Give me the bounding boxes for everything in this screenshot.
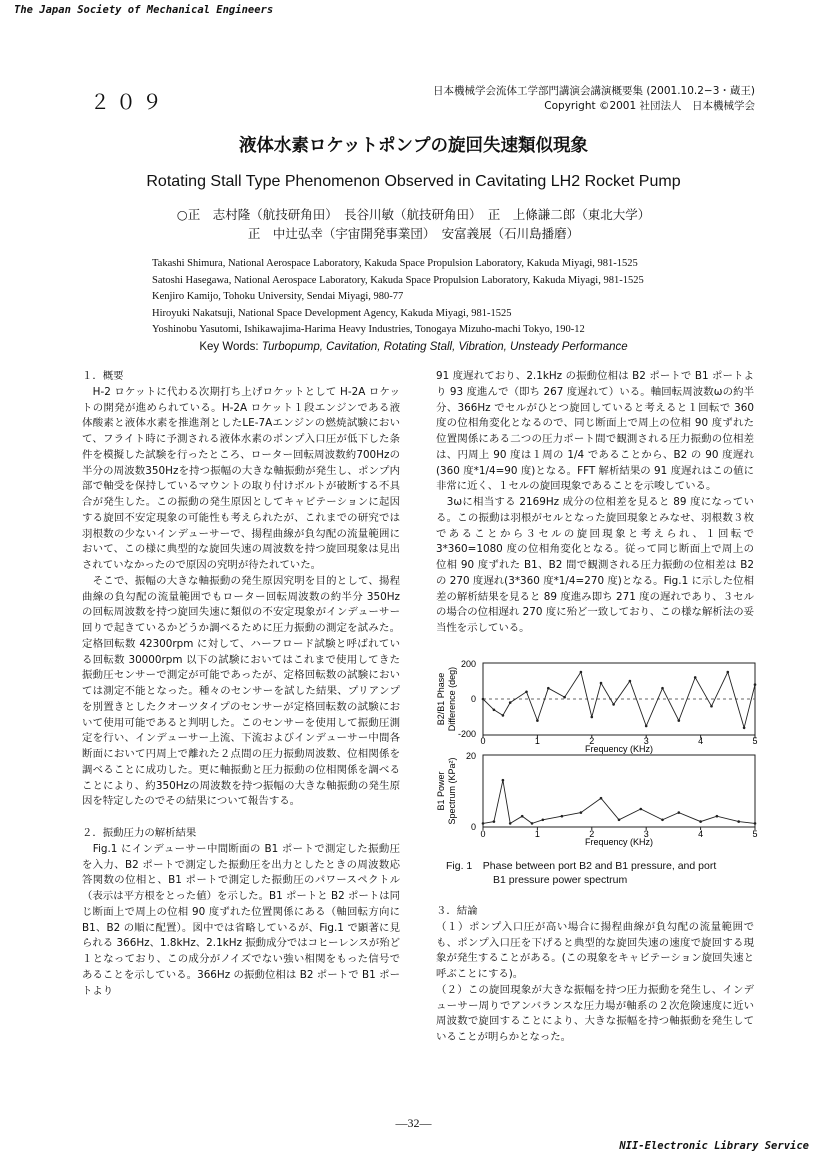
x-tick-label: 1 [534, 829, 540, 839]
society-header: The Japan Society of Mechanical Engineers [14, 4, 274, 16]
data-point [661, 819, 664, 822]
authors-japanese [0, 205, 827, 243]
phase-ylabel-1: B2/B1 Phase [436, 672, 446, 726]
conference-info [433, 84, 755, 114]
x-tick-label: 3 [643, 736, 649, 746]
paper-number: ２０９ [90, 92, 168, 114]
phase-series [482, 671, 757, 729]
caption-line-2: B1 pressure power spectrum [493, 874, 628, 886]
affiliation-3: Kenjiro Kamijo, Tohoku University, Sendai Miyagi, 980-77 [152, 291, 404, 303]
left-column [82, 369, 400, 999]
data-point [531, 822, 534, 825]
data-point [661, 687, 664, 690]
data-point [591, 716, 594, 719]
data-point [645, 725, 648, 728]
data-point [502, 779, 505, 782]
data-point [493, 820, 496, 823]
conclusion-section [436, 904, 754, 1046]
data-point [482, 822, 485, 825]
caption-line-1: Fig. 1 Phase between port B2 and B1 pressure, and port [446, 860, 717, 872]
power-plot-frame [483, 755, 755, 827]
data-point [754, 683, 757, 686]
data-point [509, 701, 512, 704]
keywords-label: Key Words: [199, 341, 259, 353]
data-point [737, 820, 740, 823]
data-point [716, 815, 719, 818]
data-point [743, 727, 746, 730]
affiliation-4: Hiroyuki Nakatsuji, National Space Development Agency, Kakuda Miyagi, 981-1525 [152, 307, 512, 319]
phase-plot-frame [483, 663, 755, 735]
x-tick-label: 2 [589, 829, 595, 839]
section1-paragraph-1: H-2 ロケットに代わる次期打ち上げロケットとして H-2A ロケットの開発が進められている。H-2A ロケット１段エンジンである液体酸素と液体水素を推進剤としたLE-7Aエンジンの燃焼試験において、フライト時に予測される液体水素のポンプ入口圧が低下した条件を模擬した試験を行ったところ、ローター回転周波数約700Hzの半分の周波数350Hzを持つ振幅の大きな軸振動が発生し、ポンプ内部で軸受を保持しているマウントの取り付けボルトが破断する不具合が発生した。この振動の発生原因としてキャビテーションに起因する旋回不安定現象の可能性も考えられたが、これまでの研究では羽根数の少ないインデューサーで、揚程曲線が負勾配の流量範囲において、この様に典型的な旋回失速の周波数を持つ旋回現象は見出されていなかったので原因の究明が待たれていた。 [82, 385, 401, 571]
power-ytick-20: 20 [465, 751, 476, 761]
x-tick-label: 3 [643, 829, 649, 839]
data-point [547, 687, 550, 690]
phase-ytick-neg200: -200 [457, 729, 476, 739]
x-tick-label: 5 [752, 736, 758, 746]
data-point [727, 671, 730, 674]
section2-paragraph-2: 91 度遅れており、2.1kHz の振動位相は B2 ポートで B1 ポートより 93 度進んで（即ち 267 度遅れて）いる。軸回転周波数ωの約半分、366Hz でセルがひとつ旋回していると考えると１回転で 360 度の位相角変化となるので、同じ断面上で周上の位相 90 度ずれた位置関係にある二つの圧力ポート間で観測される圧力振動の位相差は、円周上 90 度は１周の 1/4 であることから、B2 の 90 度遅れ(360 度*1/4=90 度)となる。FFT 解析結果の 91 度遅れはこの値に非常に近く、１セルの旋回現象であることを示唆している。 [436, 370, 754, 493]
series-line-0 [483, 780, 755, 823]
page-number: —32— [395, 1116, 432, 1130]
data-point [482, 698, 485, 701]
data-point [580, 671, 583, 674]
data-point [536, 719, 539, 722]
data-point [618, 819, 621, 822]
data-point [640, 808, 643, 811]
library-footer: NII-Electronic Library Service [619, 1140, 809, 1152]
data-point [493, 709, 496, 712]
series-line-0 [483, 672, 755, 728]
x-tick-label: 4 [698, 736, 704, 746]
copyright-line: Copyright ©2001 社団法人 日本機械学会 [544, 100, 755, 112]
section1-heading: １．概要 [82, 370, 124, 382]
data-point [521, 815, 524, 818]
section3-paragraph-1: （１）ポンプ入口圧が高い場合に揚程曲線が負勾配の流量範囲でも、ポンプ入口圧を下げると典型的な旋回失速の速度で旋回する現象が発生することがある。(この現象をキャビテーション旋回失速と呼ぶことにする)。 [436, 920, 754, 980]
data-point [561, 815, 564, 818]
phase-ytick-0: 0 [470, 694, 476, 704]
power-ylabel-2: Spectrum (KPa²) [447, 757, 457, 825]
data-point [629, 680, 632, 683]
right-column [436, 369, 754, 637]
affiliations [152, 256, 644, 339]
affiliation-1: Takashi Shimura, National Aerospace Laboratory, Kakuda Space Propulsion Laboratory, Kakuda Miyagi, 981-1525 [152, 258, 638, 269]
phase-ytick-200: 200 [460, 659, 476, 669]
section1-paragraph-2: そこで、振幅の大きな軸振動の発生原因究明を目的として、揚程曲線の負勾配の流量範囲でもローター回転周波数の約半分 350Hz の回転周波数を持つ旋回失速に類似の不安定現象がインデューサー回りで起きているかどうか調べるために圧力振動の測定を試みた。定格回転数 42300rpm に対して、ハーフロード試験と呼ばれている回転数 30000rpm 以下の試験においてはこれまで使用してきた振動圧センサーで測定が可能であったが、定格回転数の試験においては測定不能となった。種々のセンサーを試した結果、プリアンプを別置きとしたクオーツタイプのセンサーが定格回転数の試験において使用可能であると判明した。このセンサーを使用して振動圧測定を行い、インデューサー上流、下流およびインデューサー中間各断面において円周上で離れた２点間の圧力振動周波数、位相関係を調べることに成功した。更に軸振動と圧力振動の位相関係を調べることにより、約350Hzの周波数を持つ振幅の大きな軸振動の発生原因を特定したのでその結果について報告する。 [82, 574, 400, 808]
data-point [542, 819, 545, 822]
x-tick-label: 0 [480, 736, 486, 746]
authors-line-1: ○正 志村隆（航技研角田） 長谷川敏（航技研角田） 正 上條謙二郎（東北大学） [176, 207, 651, 222]
power-ytick-0: 0 [470, 822, 476, 832]
authors-line-2: 正 中辻弘幸（宇宙開発事業団） 安富義展（石川島播磨） [247, 226, 580, 241]
power-series [482, 779, 757, 825]
data-point [600, 682, 603, 685]
x-tick-label: 2 [589, 736, 595, 746]
data-point [525, 691, 528, 694]
data-point [699, 820, 702, 823]
data-point [678, 811, 681, 814]
section3-heading: ３．結論 [436, 905, 478, 917]
power-xlabel: Frequency (KHz) [584, 837, 654, 847]
power-ylabel-1: B1 Power [436, 771, 446, 811]
data-point [710, 705, 713, 708]
x-tick-label: 4 [698, 829, 704, 839]
figure-1 [428, 655, 768, 855]
data-point [694, 676, 697, 679]
title-japanese: 液体水素ロケットポンプの旋回失速類似現象 [238, 136, 589, 156]
x-tick-label: 1 [534, 736, 540, 746]
keywords-terms: Turbopump, Cavitation, Rotating Stall, Vibration, Unsteady Performance [261, 341, 628, 353]
data-point [600, 797, 603, 800]
data-point [754, 822, 757, 825]
data-point [580, 811, 583, 814]
phase-ylabel-2: Difference (deg) [447, 666, 457, 732]
affiliation-2: Satoshi Hasegawa, National Aerospace Laboratory, Kakuda Space Propulsion Laboratory, Kakuda Miyagi, 981-1525 [152, 274, 644, 286]
x-tick-label: 5 [752, 829, 758, 839]
figure-1-caption [446, 859, 766, 887]
affiliation-5: Yoshinobu Yasutomi, Ishikawajima-Harima Heavy Industries, Tonogaya Mizuho-machi Tokyo, 190-12 [152, 324, 585, 336]
data-point [509, 822, 512, 825]
data-point [563, 696, 566, 699]
title-english: Rotating Stall Type Phenomenon Observed in Cavitating LH2 Rocket Pump [146, 173, 681, 190]
phase-xlabel: Frequency (KHz) [584, 744, 654, 754]
keywords [0, 341, 827, 353]
data-point [678, 719, 681, 722]
section2-paragraph-3: 3ωに相当する 2169Hz 成分の位相差を見ると 89 度になっている。この振動は羽根がセルとなった旋回現象とみなせ、羽根数３枚であることから３セルの旋回現象と考えられ、１回転で 3*360=1080 度の位相角変化となる。従って同じ断面上で周上の位相 90 度ずれた B1、B2 間で観測される圧力振動の位相差は B2 の 270 度遅れ(3*360 度*1/4=270 度)となる。Fig.1 に示した位相差の解析結果を見ると 89 度進み即ち 271 度の遅れであり、３セルの場合の位相遅れ 270 度に殆ど一致しており、この様な解析法の妥当性を示している。 [436, 496, 754, 634]
conference-line-1: 日本機械学会流体工学部門講演会講演概要集 (2001.10.2−3・蔵王) [433, 85, 755, 97]
data-point [502, 714, 505, 717]
section2-paragraph-1: Fig.1 にインデューサー中間断面の B1 ポートで測定した振動圧を入力、B2 ポートで測定した振動圧を出力としたときの周波数応答関数の位相と、B1 ポートで測定した振動圧のパワースペクトル（表示は平方根をとった値）を示した。B1 ポートと B2 ポートは同じ断面上で周上の位相 90 度ずれた位置関係にある（軸回転方向に B1、B2 の順に配置）。図中では省略しているが、Fig.1 で顕著に見られる 366Hz、1.8kHz、2.1kHz 振動成分ではコヒーレンスが殆ど１となっており、この成分がノイズでない強い相関をもった信号であることを示している。366Hz の振動位相は B2 ポートで B1 ポートより [82, 842, 401, 997]
x-tick-label: 0 [480, 829, 486, 839]
section3-paragraph-2: （２）この旋回現象が大きな振幅を持つ圧力振動を発生し、インデューサー周りでアンバランスな圧力場が軸系の２次危険速度に近い周波数で旋回することにより、大きな振幅を持つ軸振動を発生していることが明らかとなった。 [436, 983, 754, 1043]
section2-heading: ２．振動圧力の解析結果 [82, 827, 197, 839]
data-point [612, 703, 615, 706]
